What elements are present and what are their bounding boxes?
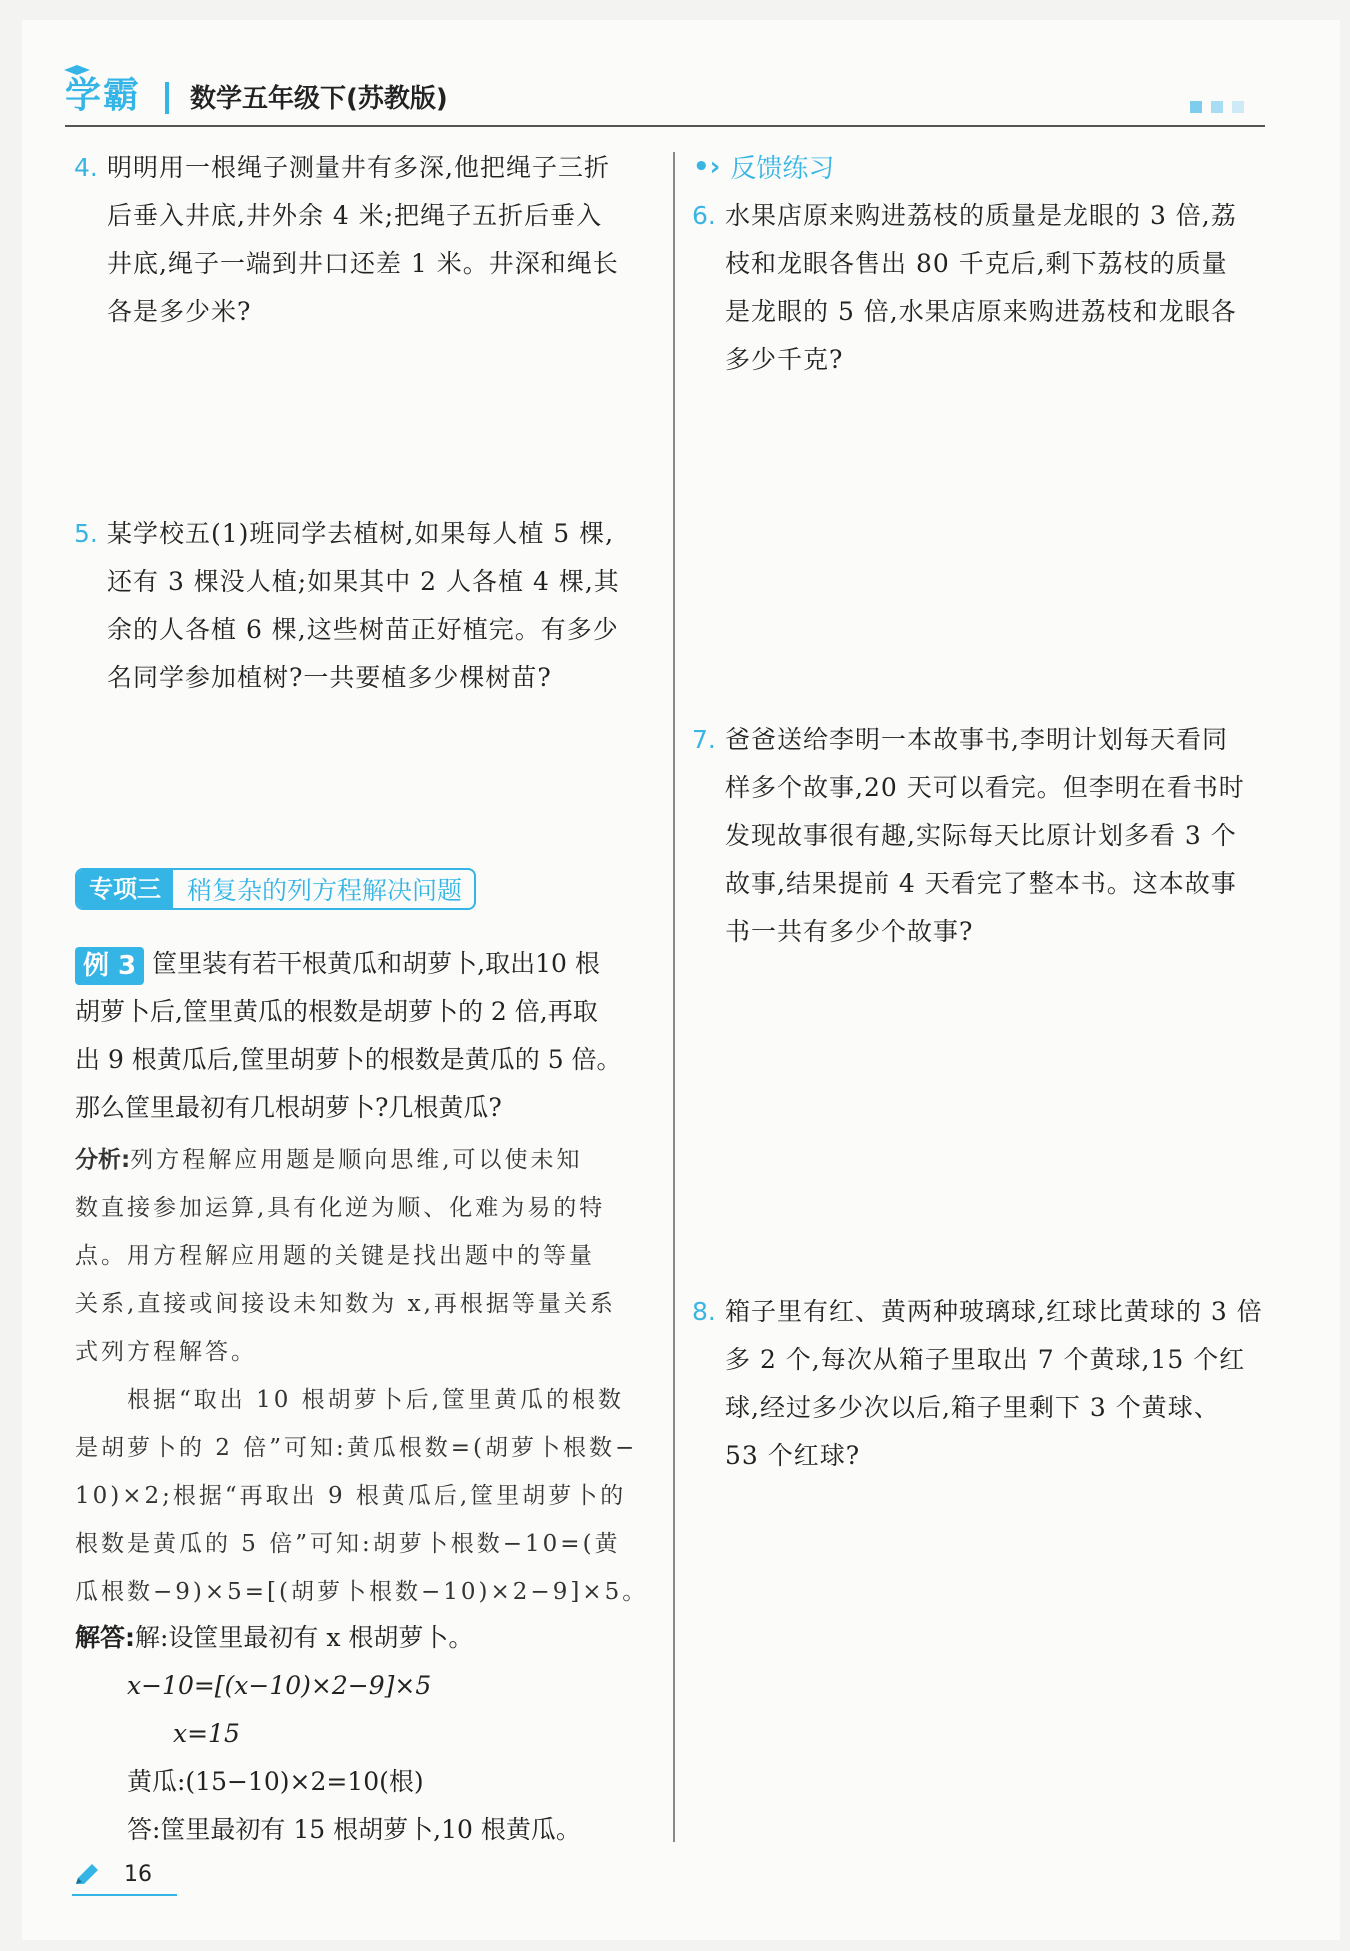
header-decoration xyxy=(1190,98,1248,117)
example-line: 那么筐里最初有几根胡萝卜?几根黄瓜? xyxy=(75,1093,502,1122)
example-first-line xyxy=(75,940,660,988)
section-heading xyxy=(75,868,476,910)
problem-line: 名同学参加植树?一共要植多少棵树苗? xyxy=(107,663,552,692)
logo-divider xyxy=(165,82,169,114)
equation-2: x=15 xyxy=(173,1719,240,1748)
final-answer: 答:筐里最初有 15 根胡萝卜,10 根黄瓜。 xyxy=(127,1815,581,1844)
feedback-title: 反馈练习 xyxy=(730,154,835,184)
footer-rule xyxy=(72,1894,177,1896)
problem-8 xyxy=(692,1288,1280,1480)
analysis-line: 是胡萝卜的 2 倍”可知:黄瓜根数=(胡萝卜根数− xyxy=(75,1435,638,1461)
logo-text: 学霸 xyxy=(65,75,142,116)
logo xyxy=(65,68,175,124)
problem-line: 发现故事很有趣,实际每天比原计划多看 3 个 xyxy=(725,821,1237,850)
problem-line: 箱子里有红、黄两种玻璃球,红球比黄球的 3 倍 xyxy=(725,1297,1263,1326)
analysis-line: 式列方程解答。 xyxy=(75,1339,257,1365)
problem-line: 余的人各植 6 棵,这些树苗正好植完。有多少 xyxy=(107,615,619,644)
problem-line: 球,经过多少次以后,箱子里剩下 3 个黄球、 xyxy=(725,1393,1220,1422)
answer xyxy=(75,1614,660,1854)
problem-line: 多少千克? xyxy=(725,345,844,374)
answer-first-line xyxy=(75,1614,660,1662)
analysis-label: 分析: xyxy=(75,1147,131,1173)
problem-line: 枝和龙眼各售出 80 千克后,剩下荔枝的质量 xyxy=(725,249,1228,278)
problem-7 xyxy=(692,716,1280,956)
section-tag: 专项三 xyxy=(77,870,173,908)
book-title: 数学五年级下(苏教版) xyxy=(190,84,448,114)
problem-line: 书一共有多少个故事? xyxy=(725,917,974,946)
decor-square xyxy=(1232,101,1244,113)
analysis-line: 根数是黄瓜的 5 倍”可知:胡萝卜根数−10=(黄 xyxy=(75,1531,621,1557)
problem-line: 水果店原来购进荔枝的质量是龙眼的 3 倍,荔 xyxy=(725,201,1237,230)
problem-line: 后垂入井底,井外余 4 米;把绳子五折后垂入 xyxy=(107,201,603,230)
analysis-line: 关系,直接或间接设未知数为 x,再根据等量关系 xyxy=(75,1291,616,1317)
problem-number: 5. xyxy=(74,519,98,548)
problem-line: 明明用一根绳子测量井有多深,他把绳子三折 xyxy=(107,153,610,182)
problem-line: 是龙眼的 5 倍,水果店原来购进荔枝和龙眼各 xyxy=(725,297,1237,326)
example-line: 出 9 根黄瓜后,筐里胡萝卜的根数是黄瓜的 5 倍。 xyxy=(75,1045,622,1074)
analysis-line: 根据“取出 10 根胡萝卜后,筐里黄瓜的根数 xyxy=(75,1387,624,1413)
problem-4 xyxy=(74,144,662,336)
problem-number: 4. xyxy=(74,153,98,182)
example-3 xyxy=(75,940,660,1132)
answer-label: 解答: xyxy=(75,1623,135,1652)
chevron-right-icon: •› xyxy=(693,151,721,182)
problem-line: 样多个故事,20 天可以看完。但李明在看书时 xyxy=(725,773,1245,802)
section-title: 稍复杂的列方程解决问题 xyxy=(187,876,463,905)
equation-3: 黄瓜:(15−10)×2=10(根) xyxy=(127,1767,424,1796)
problem-number: 8. xyxy=(692,1297,716,1326)
analysis-line: 瓜根数−9)×5=[(胡萝卜根数−10)×2−9]×5。 xyxy=(75,1579,649,1605)
problem-number: 7. xyxy=(692,725,716,754)
analysis xyxy=(75,1136,660,1616)
problem-line: 爸爸送给李明一本故事书,李明计划每天看同 xyxy=(725,725,1228,754)
graduation-cap-icon xyxy=(63,64,91,78)
problem-line: 多 2 个,每次从箱子里取出 7 个黄球,15 个红 xyxy=(725,1345,1246,1374)
analysis-line: 10)×2;根据“再取出 9 根黄瓜后,筐里胡萝卜的 xyxy=(75,1483,627,1509)
analysis-line: 点。用方程解应用题的关键是找出题中的等量 xyxy=(75,1243,595,1269)
analysis-first-line xyxy=(75,1136,660,1184)
equation-1: x−10=[(x−10)×2−9]×5 xyxy=(127,1671,432,1700)
decor-square xyxy=(1211,101,1223,113)
pencil-icon xyxy=(72,1860,102,1890)
example-text: 筐里装有若干根黄瓜和胡萝卜,取出10 根 xyxy=(152,949,600,978)
page-header xyxy=(65,68,1265,128)
problem-line: 53 个红球? xyxy=(725,1441,861,1470)
problem-number: 6. xyxy=(692,201,716,230)
problem-5 xyxy=(74,510,662,702)
decor-square xyxy=(1190,101,1202,113)
column-divider xyxy=(673,152,675,1842)
example-line: 胡萝卜后,筐里黄瓜的根数是胡萝卜的 2 倍,再取 xyxy=(75,997,598,1026)
analysis-text: 列方程解应用题是顺向思维,可以使未知 xyxy=(130,1147,583,1173)
problem-line: 故事,结果提前 4 天看完了整本书。这本故事 xyxy=(725,869,1237,898)
problem-line: 某学校五(1)班同学去植树,如果每人植 5 棵, xyxy=(107,519,615,548)
example-tag: 例 3 xyxy=(75,947,144,985)
problem-6 xyxy=(692,192,1280,384)
analysis-line: 数直接参加运算,具有化逆为顺、化难为易的特 xyxy=(75,1195,606,1221)
answer-text: 解:设筐里最初有 x 根胡萝卜。 xyxy=(135,1623,474,1652)
problem-line: 还有 3 棵没人植;如果其中 2 人各植 4 棵,其 xyxy=(107,567,620,596)
feedback-heading xyxy=(693,148,834,185)
page-number: 16 xyxy=(124,1862,152,1887)
problem-line: 井底,绳子一端到井口还差 1 米。井深和绳长 xyxy=(107,249,619,278)
problem-line: 各是多少米? xyxy=(107,297,252,326)
header-rule xyxy=(65,125,1265,127)
